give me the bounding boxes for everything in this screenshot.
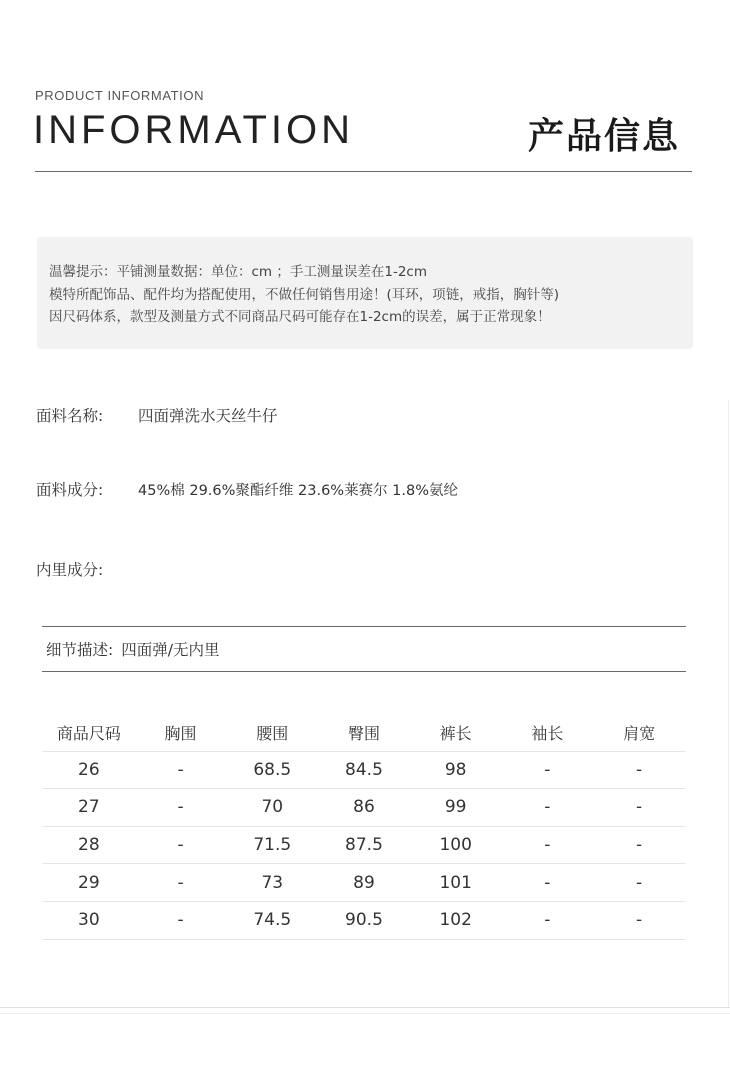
detail-top-divider [42,626,686,627]
table-cell: - [593,789,685,827]
table-cell: 71.5 [226,826,318,864]
table-cell: - [593,826,685,864]
footer-divider [0,1007,730,1008]
table-cell: 68.5 [226,751,318,789]
header-size: 商品尺码 [43,714,135,751]
header-waist: 腰围 [226,714,318,751]
size-table-header-row [43,714,685,751]
table-row [43,789,685,827]
fabric-composition-label: 面料成分: [36,481,104,499]
table-cell: 99 [410,789,502,827]
table-cell: - [593,751,685,789]
notice-line-accessories: 模特所配饰品、配件均为搭配使用，不做任何销售用途！(耳环，项链，戒指，胸针等) [49,286,560,303]
product-information-subtitle: PRODUCT INFORMATION [35,88,205,103]
table-cell: - [135,751,227,789]
table-cell: 28 [43,826,135,864]
notice-line-size-error: 因尺码体系，款型及测量方式不同商品尺码可能存在1-2cm的误差，属于正常现象！ [49,309,551,325]
table-cell: 86 [318,789,410,827]
table-cell: 73 [226,864,318,902]
fabric-name-label: 面料名称: [36,407,104,425]
table-cell: 90.5 [318,901,410,939]
table-cell: - [502,826,594,864]
table-cell: 87.5 [318,826,410,864]
table-cell: 29 [43,864,135,902]
right-edge-line [728,400,729,1007]
table-cell: 100 [410,826,502,864]
table-row [43,901,685,939]
table-cell: 70 [226,789,318,827]
notice-line-measurement: 温馨提示：平铺测量数据：单位：cm ；手工测量误差在1-2cm [49,264,427,280]
table-cell: - [135,789,227,827]
table-cell: 89 [318,864,410,902]
header-sleeve-length: 袖长 [502,714,594,751]
page-title-en: INFORMATION [33,108,355,152]
table-cell: - [135,826,227,864]
table-cell: 101 [410,864,502,902]
lining-composition-row [36,558,138,580]
detail-bottom-divider [42,671,686,672]
table-cell: - [502,789,594,827]
table-cell: - [135,864,227,902]
table-cell: - [593,864,685,902]
table-cell: - [502,751,594,789]
table-row [43,864,685,902]
table-row [43,751,685,789]
table-cell: - [502,901,594,939]
size-table [43,714,685,940]
table-row [43,826,685,864]
lining-composition-label: 内里成分: [36,561,104,579]
header-chest: 胸围 [135,714,227,751]
table-cell: - [502,864,594,902]
table-cell: 102 [410,901,502,939]
header-shoulder-width: 肩宽 [593,714,685,751]
table-cell: 30 [43,901,135,939]
table-cell: 26 [43,751,135,789]
footer-divider-secondary [0,1013,730,1014]
fabric-composition-value: 45%棉 29.6%聚酯纤维 23.6%莱赛尔 1.8%氨纶 [138,483,459,499]
table-cell: 84.5 [318,751,410,789]
fabric-name-value: 四面弹洗水天丝牛仔 [138,407,278,425]
page-title-cn: 产品信息 [527,116,680,157]
detail-row [46,638,219,660]
table-cell: 74.5 [226,901,318,939]
table-cell: - [593,901,685,939]
detail-label: 细节描述: [46,641,114,659]
header-divider [35,171,692,172]
notice-box [37,237,693,349]
fabric-name-row [36,404,278,426]
table-cell: - [135,901,227,939]
detail-value: 四面弹/无内里 [121,641,220,659]
header-pants-length: 裤长 [410,714,502,751]
table-cell: 98 [410,751,502,789]
table-cell: 27 [43,789,135,827]
fabric-composition-row [36,478,458,500]
header-hip: 臀围 [318,714,410,751]
